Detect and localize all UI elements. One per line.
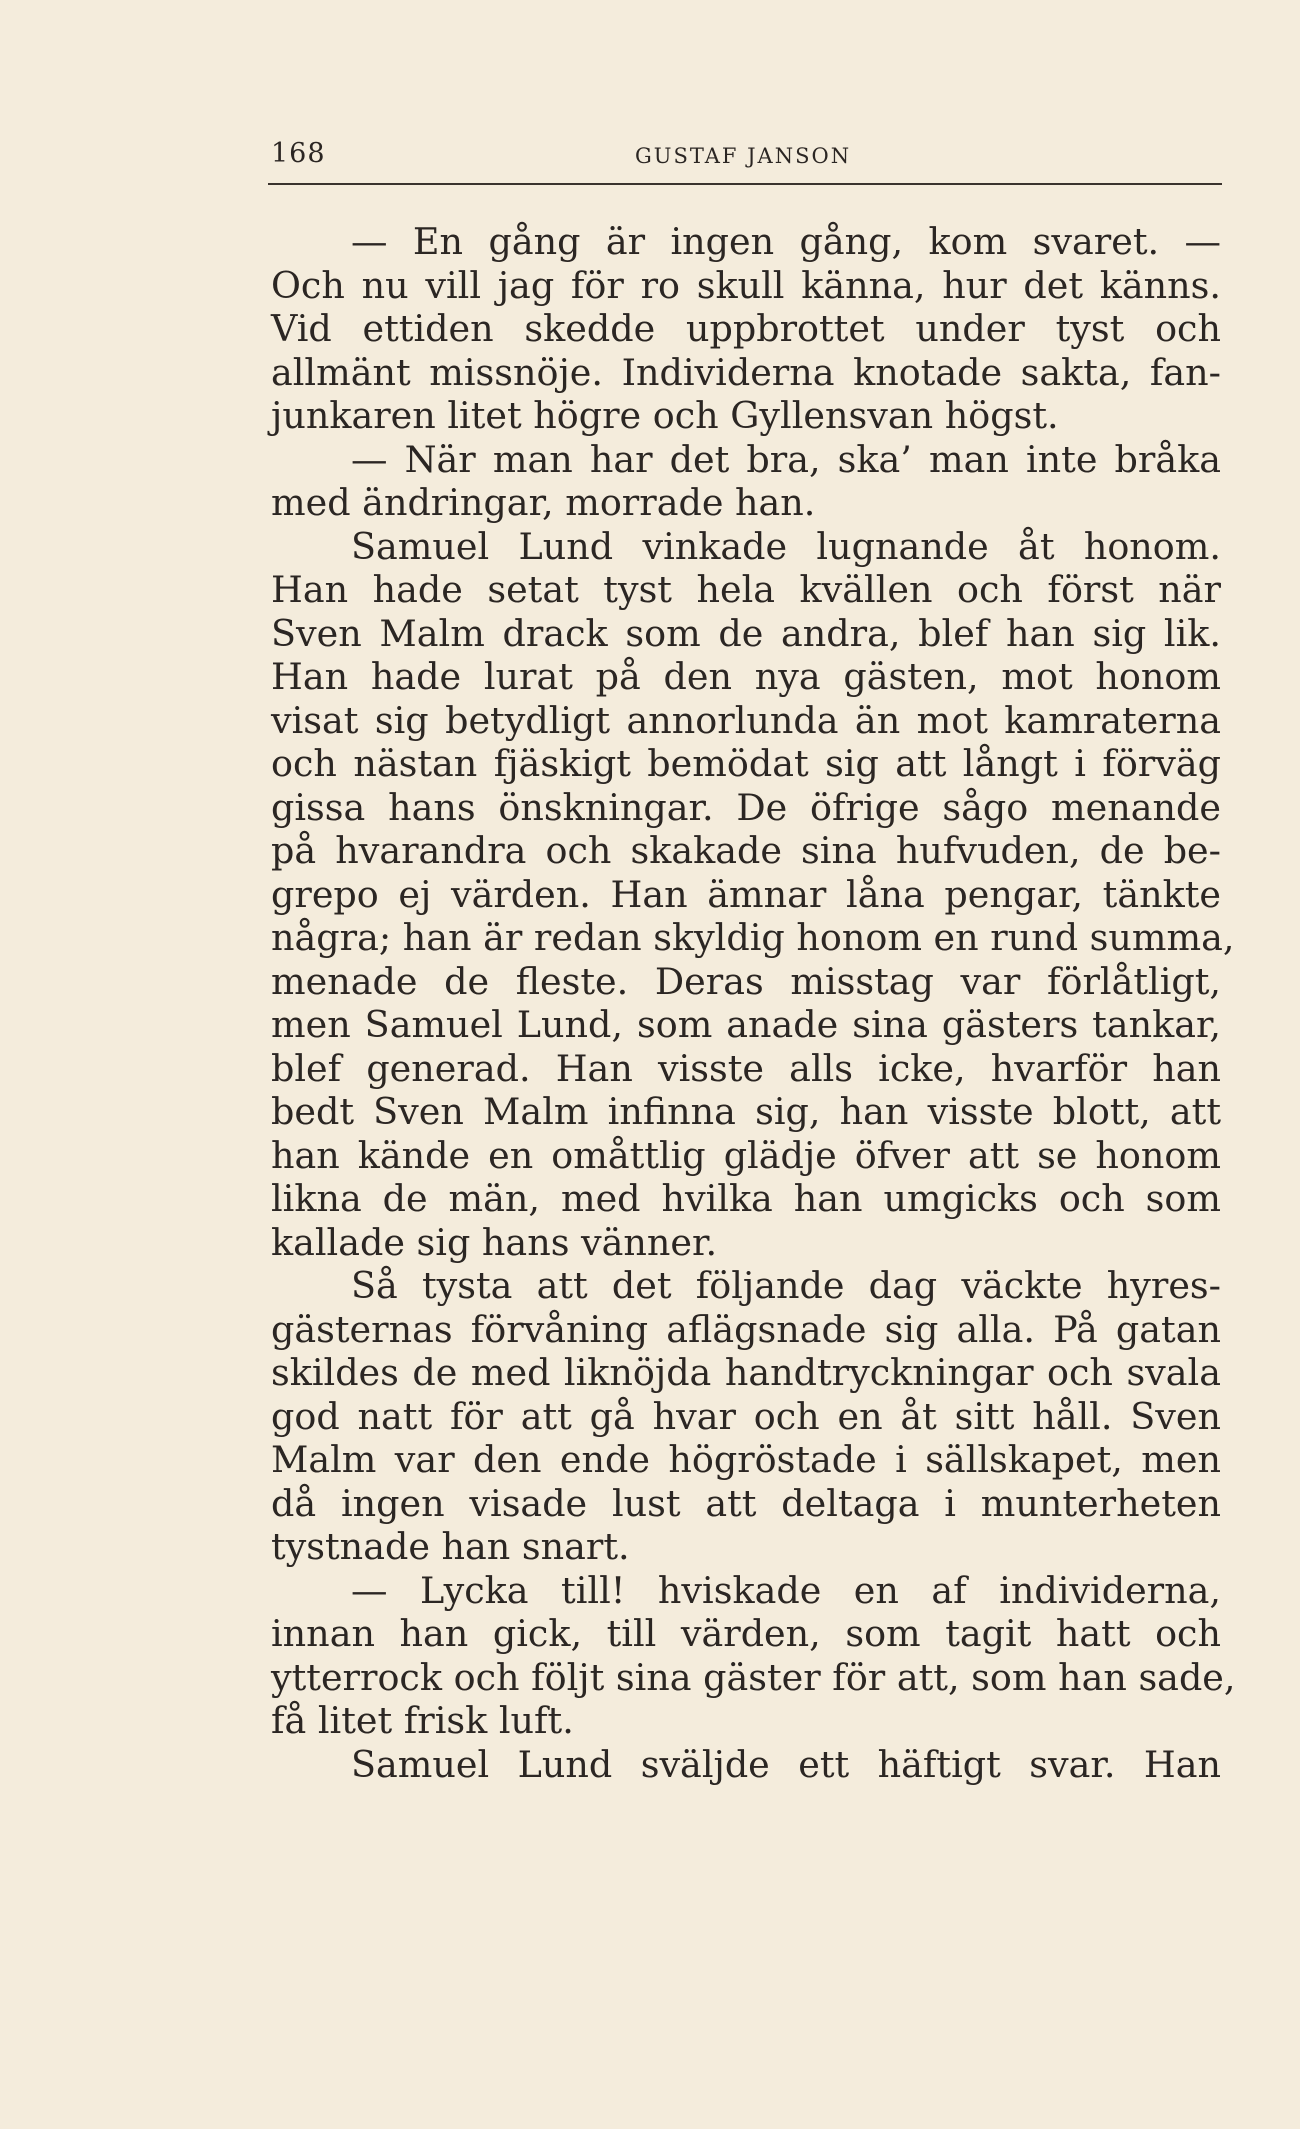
text-line: med ändringar, morrade han. (271, 481, 816, 524)
text-line: gästernas förvåning aflägsnade sig alla. På gatan (271, 1307, 1221, 1351)
text-line: god natt för att gå hvar och en åt sitt håll. Sven (271, 1394, 1221, 1438)
body-text (271, 220, 1236, 1786)
text-line: menade de fleste. Deras misstag var förlåtligt, (271, 959, 1221, 1003)
text-line: bedt Sven Malm infinna sig, han visste blott, att (271, 1090, 1221, 1133)
text-line: innan han gick, till värden, som tagit hatt och (271, 1612, 1221, 1655)
text-line: grepo ej värden. Han ämnar låna pengar, tänkte (271, 872, 1221, 916)
text-line: men Samuel Lund, som anade sina gästers tankar, (271, 1003, 1221, 1046)
text-line: på hvarandra och skakade sina hufvuden, de be- (271, 829, 1221, 872)
header-rule (268, 183, 1222, 185)
text-line: Samuel Lund sväljde ett häftigt svar. Han (351, 1742, 1221, 1786)
text-line: skildes de med liknöjda handtryckningar och svala (271, 1351, 1221, 1394)
text-line: Han hade lurat på den nya gästen, mot honom (271, 655, 1221, 698)
text-line: likna de män, med hvilka han umgicks och som (271, 1177, 1221, 1220)
text-line: tystnade han snart. (271, 1525, 630, 1568)
text-line: ytterrock och följt sina gäster för att, som han sade, (271, 1655, 1236, 1699)
text-line: gissa hans önskningar. De öfrige sågo menande (271, 785, 1221, 829)
text-line: — När man har det bra, ska’ man inte bråka (351, 437, 1221, 481)
text-line: Och nu vill jag för ro skull känna, hur det känns. (271, 263, 1221, 307)
text-line: blef generad. Han visste alls icke, hvarför han (271, 1046, 1221, 1090)
page-number: 168 (271, 138, 326, 169)
running-title: GUSTAF JANSON (635, 144, 852, 168)
text-line: och nästan fjäskigt bemödat sig att långt i förväg (271, 742, 1221, 785)
text-line: allmänt missnöje. Individerna knotade sakta, fan- (271, 350, 1221, 394)
text-line: Sven Malm drack som de andra, blef han sig lik. (271, 611, 1221, 655)
text-line: Vid ettiden skedde uppbrottet under tyst och (271, 307, 1221, 350)
running-head (271, 134, 1221, 174)
text-line: Han hade setat tyst hela kvällen och först när (271, 568, 1221, 611)
text-line: Malm var den ende högröstade i sällskapet, men (271, 1438, 1221, 1481)
text-line: — Lycka till! hviskade en af individerna, (351, 1568, 1221, 1612)
text-line: — En gång är ingen gång, kom svaret. — (351, 220, 1221, 263)
text-line: kallade sig hans vänner. (271, 1220, 718, 1264)
text-line: Så tysta att det följande dag väckte hyres- (351, 1264, 1221, 1307)
text-line: han kände en omåttlig glädje öfver att se honom (271, 1133, 1221, 1177)
text-line: junkaren litet högre och Gyllensvan högst. (271, 394, 1059, 437)
text-line: några; han är redan skyldig honom en rund summa, (271, 916, 1235, 959)
text-line: då ingen visade lust att deltaga i munterheten (271, 1481, 1221, 1525)
text-line: få litet frisk luft. (271, 1699, 574, 1742)
text-line: visat sig betydligt annorlunda än mot kamraterna (271, 698, 1221, 742)
text-line: Samuel Lund vinkade lugnande åt honom. (351, 524, 1221, 568)
